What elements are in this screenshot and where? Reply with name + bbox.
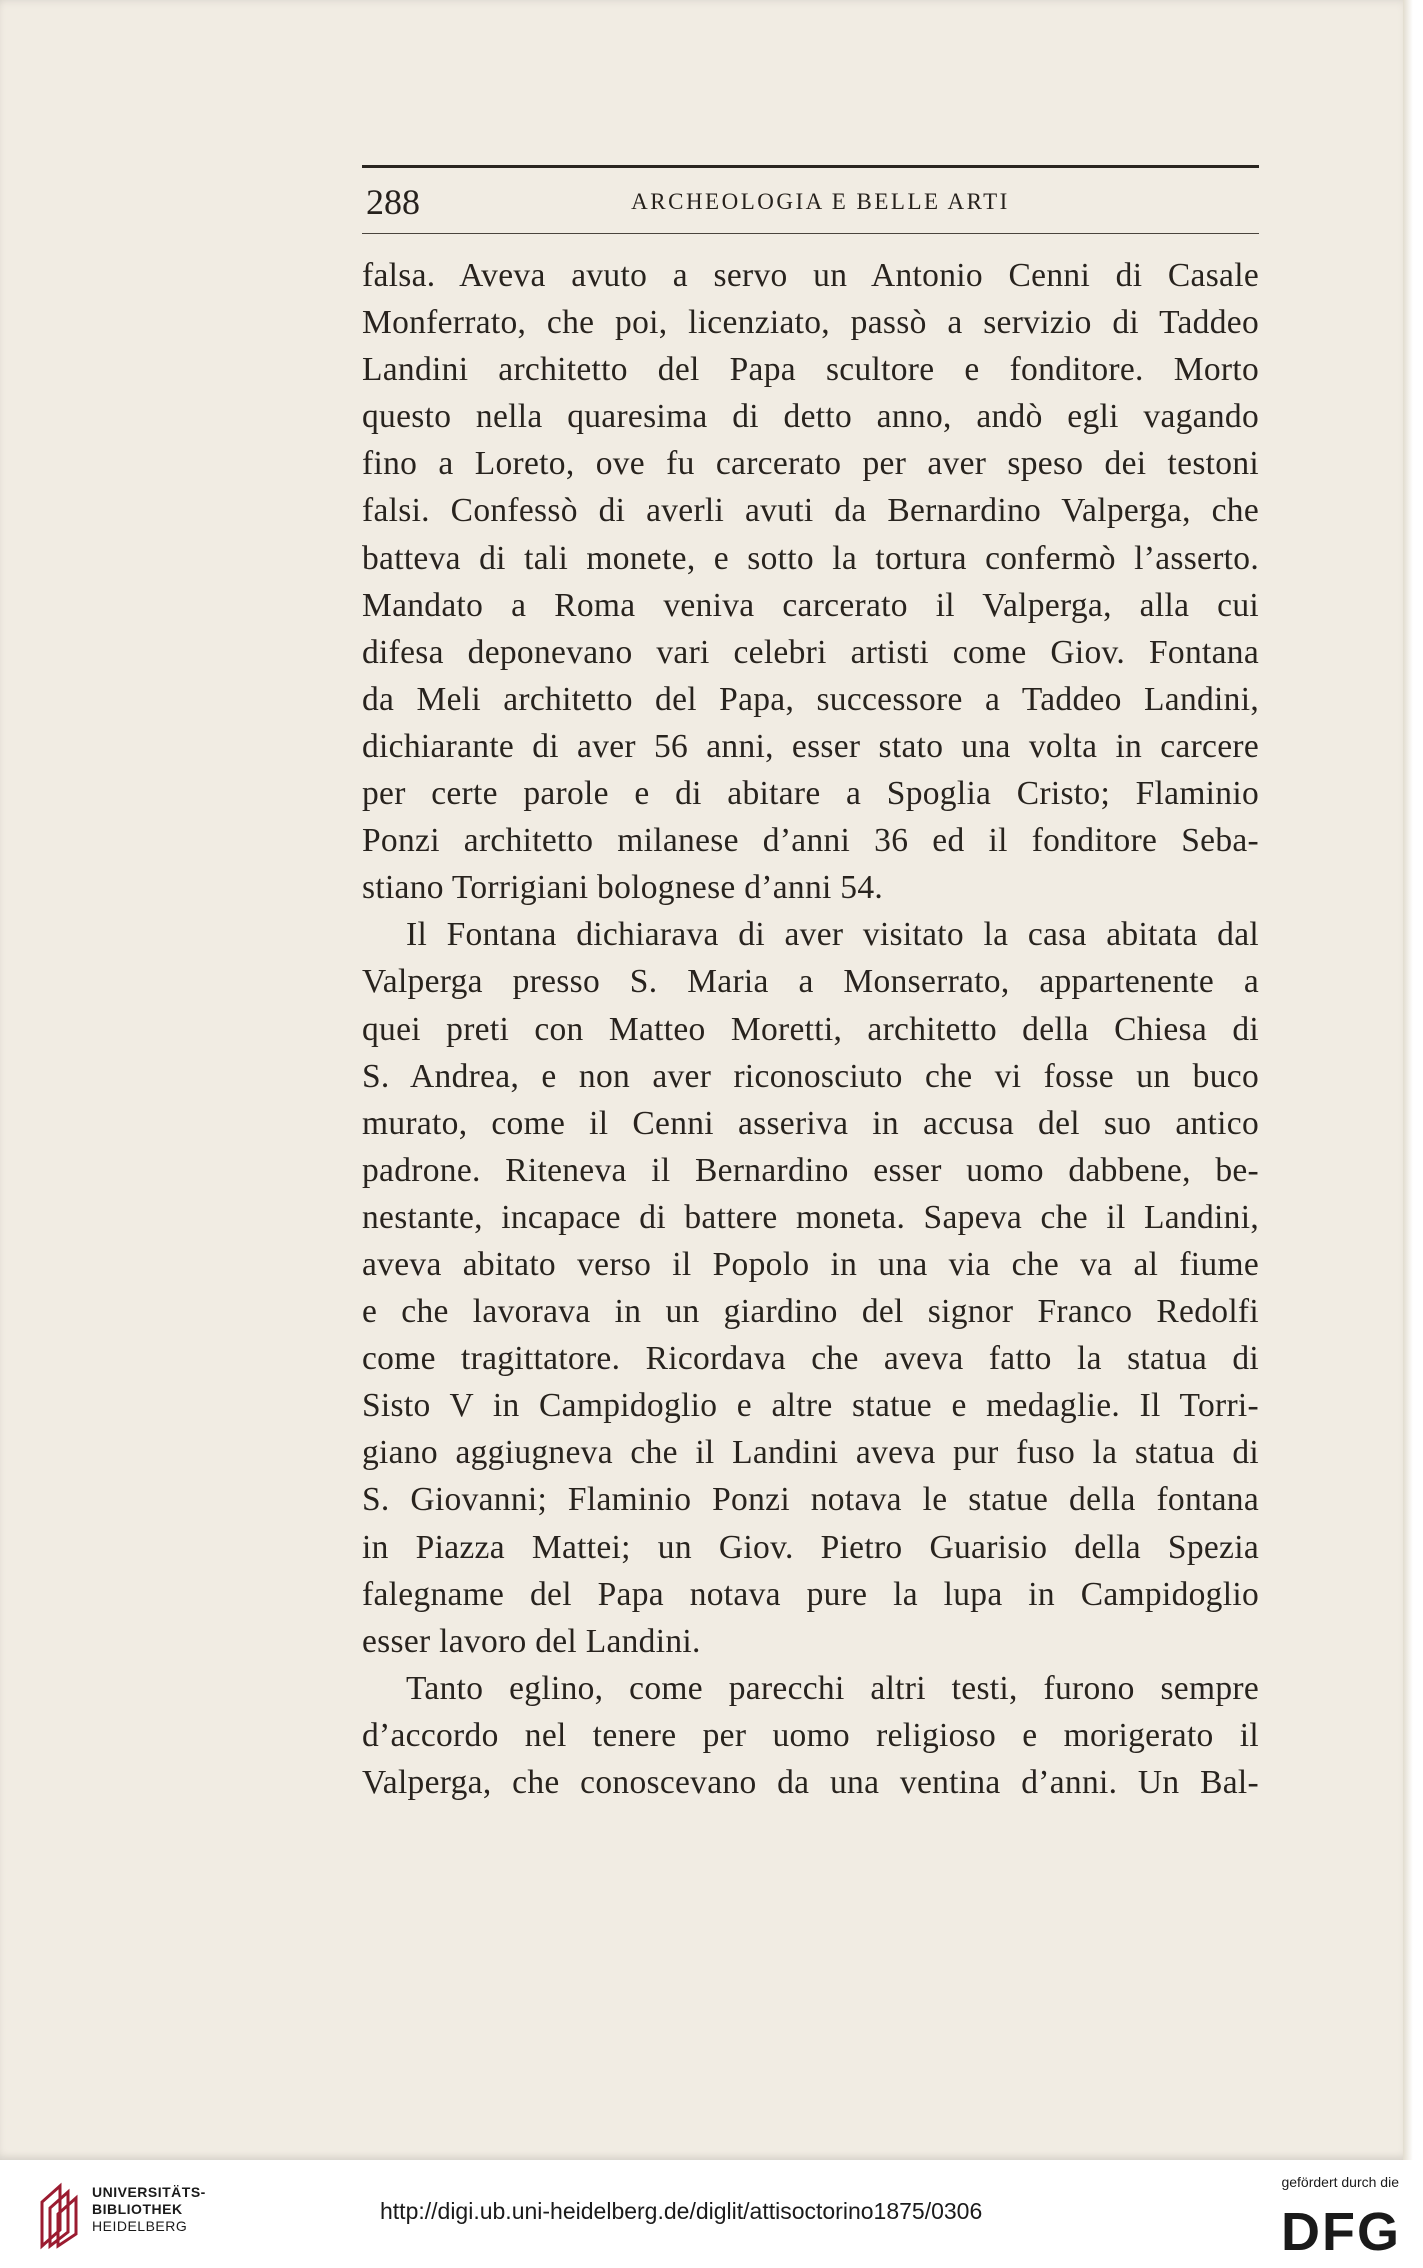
dfg-logo-text: DFG <box>1281 2202 1401 2256</box>
university-library-logo-icon <box>38 2180 82 2250</box>
library-name-line: HEIDELBERG <box>92 2218 188 2234</box>
viewer-footer <box>0 2160 1423 2268</box>
body-text <box>362 252 1259 1806</box>
text-line: Mandato a Roma veniva carcerato il Valperga, alla cui <box>362 586 1259 624</box>
text-line: padrone. Riteneva il Bernardino esser uomo dabbene, be- <box>362 1151 1259 1189</box>
permalink-url[interactable]: http://digi.ub.uni-heidelberg.de/diglit/attisoctorino1875/0306 <box>380 2198 983 2224</box>
text-line: Landini architetto del Papa scultore e fonditore. Morto <box>362 351 1259 389</box>
text-line: da Meli architetto del Papa, successore a Taddeo Landini, <box>362 680 1259 718</box>
text-line: quei preti con Matteo Moretti, architetto della Chiesa di <box>362 1010 1259 1048</box>
university-library-name <box>92 2184 206 2235</box>
funded-by-label: gefördert durch die <box>1281 2174 1399 2190</box>
text-line: Sisto V in Campidoglio e altre statue e medaglie. Il Torri- <box>362 1387 1259 1425</box>
dfg-logo-icon <box>1253 2200 1403 2256</box>
text-line: Il Fontana dichiarava di aver visitato la casa abitata dal <box>406 916 1259 954</box>
header-rule-bottom <box>362 233 1259 234</box>
library-name-line: BIBLIOTHEK <box>92 2201 183 2217</box>
text-line: esser lavoro del Landini. <box>362 1622 701 1660</box>
text-line: e che lavorava in un giardino del signor Franco Redolfi <box>362 1293 1259 1331</box>
page-edge <box>1403 0 1413 2160</box>
text-line: S. Andrea, e non aver riconosciuto che vi fosse un buco <box>362 1057 1259 1095</box>
text-line: come tragittatore. Ricordava che aveva fatto la statua di <box>362 1340 1259 1378</box>
text-line: questo nella quaresima di detto anno, andò egli vagando <box>362 398 1259 436</box>
text-line: dichiarante di aver 56 anni, esser stato una volta in carcere <box>362 727 1259 765</box>
text-line: aveva abitato verso il Popolo in una via che va al fiume <box>362 1245 1259 1283</box>
text-line: per certe parole e di abitare a Spoglia Cristo; Flaminio <box>362 775 1259 813</box>
text-line: Tanto eglino, come parecchi altri testi, furono sempre <box>406 1669 1259 1707</box>
text-line: murato, come il Cenni asseriva in accusa del suo antico <box>362 1104 1259 1142</box>
text-line: S. Giovanni; Flaminio Ponzi notava le statue della fontana <box>362 1481 1259 1519</box>
page-number: 288 <box>366 182 420 222</box>
paragraph-2 <box>362 911 1259 1665</box>
text-line: nestante, incapace di battere moneta. Sapeva che il Landini, <box>362 1198 1259 1236</box>
text-line: giano aggiugneva che il Landini aveva pur fuso la statua di <box>362 1434 1259 1472</box>
text-line: stiano Torrigiani bolognese d’anni 54. <box>362 869 884 907</box>
text-line: falsa. Aveva avuto a servo un Antonio Cenni di Casale <box>362 257 1259 294</box>
running-head: ARCHEOLOGIA E BELLE ARTI <box>631 189 1010 214</box>
text-line: in Piazza Mattei; un Giov. Pietro Guarisio della Spezia <box>362 1528 1259 1566</box>
paragraph-1 <box>362 252 1259 911</box>
text-line: Monferrato, che poi, licenziato, passò a servizio di Taddeo <box>362 304 1259 342</box>
text-line: falsi. Confessò di averli avuti da Bernardino Valperga, che <box>362 492 1259 530</box>
text-line: Valperga presso S. Maria a Monserrato, appartenente a <box>362 963 1259 1001</box>
text-line: batteva di tali monete, e sotto la tortura confermò l’asserto. <box>362 539 1259 577</box>
page-header <box>362 178 1259 226</box>
text-line: difesa deponevano vari celebri artisti come Giov. Fontana <box>362 633 1259 671</box>
paragraph-3 <box>362 1665 1259 1806</box>
library-name-line: UNIVERSITÄTS- <box>92 2184 206 2200</box>
text-line: Ponzi architetto milanese d’anni 36 ed il fonditore Seba- <box>362 822 1259 860</box>
text-line: falegname del Papa notava pure la lupa in Campidoglio <box>362 1575 1259 1613</box>
text-line: fino a Loreto, ove fu carcerato per aver speso dei testoni <box>362 445 1259 483</box>
text-line: d’accordo nel tenere per uomo religioso e morigerato il <box>362 1716 1259 1754</box>
header-rule-top <box>362 165 1259 168</box>
text-line: Valperga, che conoscevano da una ventina d’anni. Un Bal- <box>362 1764 1259 1801</box>
